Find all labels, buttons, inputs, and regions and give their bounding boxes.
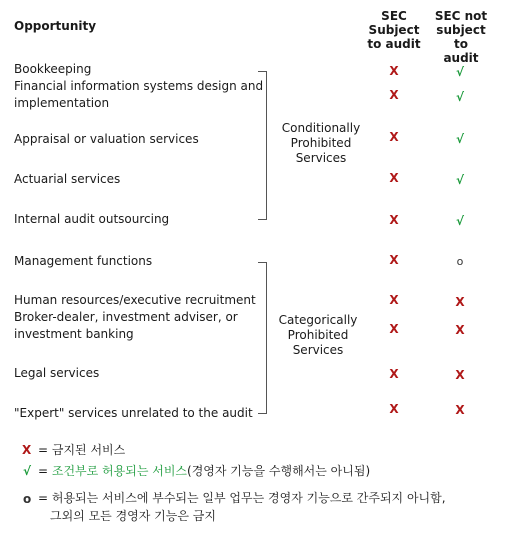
group-conditional-label: Conditionally Prohibited Services [281,121,361,165]
group-categorical-label: Categorically Prohibited Services [278,313,358,357]
mark-check-icon: √ [455,214,464,228]
mark-x-icon: X [389,367,399,381]
mark-x-icon: X [455,295,465,309]
service-internal-audit: Internal audit outsourcing [14,212,170,226]
mark-x-icon: X [455,368,465,382]
legend-o-text-line1: = 허용되는 서비스에 부수되는 일부 업무는 경영자 기능으로 간주되지 아니함, [38,491,446,505]
mark-check-icon: √ [455,132,464,146]
service-broker-dealer: Broker-dealer, investment adviser, or investment banking [14,310,238,341]
legend-x-text: = 금지된 서비스 [38,443,126,457]
mark-x-icon: X [389,130,399,144]
mark-check-icon: √ [455,65,464,79]
mark-x-icon: X [389,64,399,78]
service-expert: "Expert" services unrelated to the audit [14,406,253,420]
mark-x-icon: X [455,323,465,337]
service-fis-design: Financial information systems design and implementation [14,79,264,110]
opportunity-header: Opportunity [14,19,97,33]
service-bookkeeping: Bookkeeping [14,62,92,76]
legend-x-icon: X [22,443,32,457]
categorical-bracket [258,262,267,414]
mark-x-icon: X [389,171,399,185]
mark-check-icon: √ [455,173,464,187]
mark-x-icon: X [389,88,399,102]
mark-x-icon: X [389,293,399,307]
service-legal: Legal services [14,366,100,380]
mark-check-icon: √ [455,90,464,104]
service-appraisal: Appraisal or valuation services [14,132,199,146]
sec-subject-header: SEC Subject to audit [367,9,421,51]
legend-o-text-line2: 그외의 모든 경영자 기능은 금지 [50,509,216,523]
mark-x-icon: X [455,403,465,417]
legend-o-icon: o [23,492,32,506]
mark-x-icon: X [389,402,399,416]
service-actuarial: Actuarial services [14,172,121,186]
service-hr: Human resources/executive recruitment [14,293,256,307]
service-management: Management functions [14,254,153,268]
mark-x-icon: X [389,322,399,336]
mark-o-icon: o [456,255,464,268]
legend-check-icon: √ [23,464,32,478]
sec-not-subject-header: SEC not subject to audit [434,9,488,65]
mark-x-icon: X [389,253,399,267]
conditional-bracket [258,71,267,220]
legend-check-text: = 조건부로 허용되는 서비스(경영자 기능을 수행해서는 아니됨) [38,464,371,478]
mark-x-icon: X [389,213,399,227]
